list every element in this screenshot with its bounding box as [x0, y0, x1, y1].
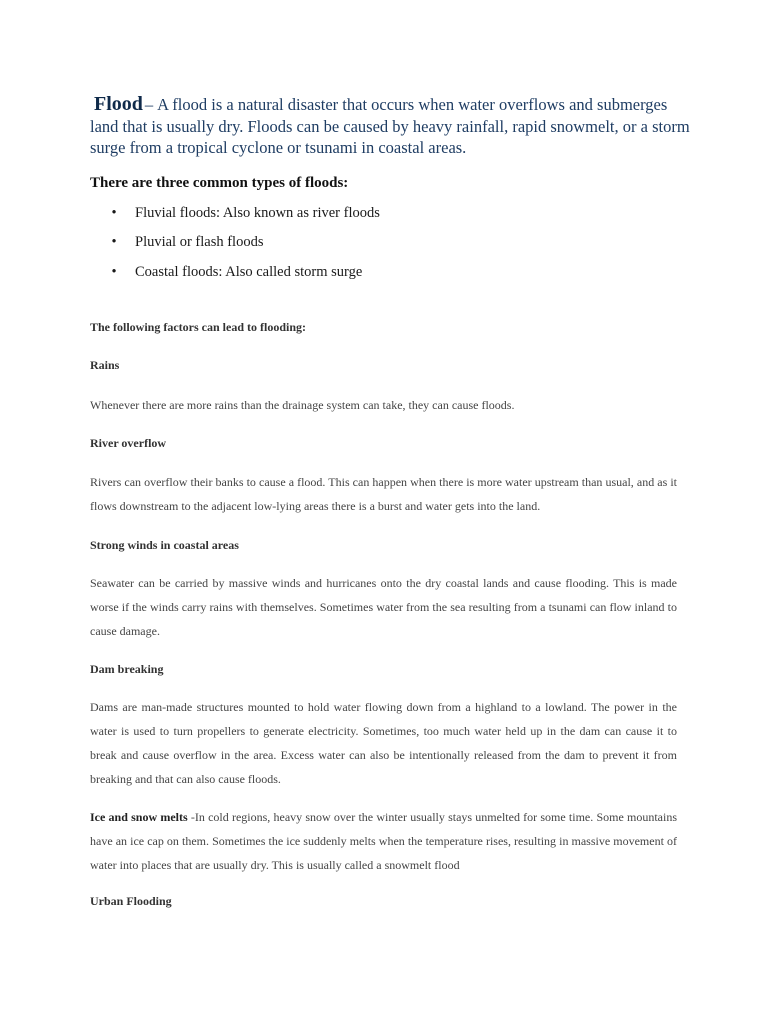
- river-overflow-heading: River overflow: [90, 436, 167, 450]
- bullet-icon: •: [111, 234, 117, 250]
- intro-text: A flood is a natural disaster that occurs when water overflows and submerges land that is usually dry. Floods can be caused by heavy rainfall, rapid snowmelt, or a storm surge from a tropical cyclone or tsunami in coastal areas.: [90, 95, 690, 157]
- ice-snow-heading: Ice and snow melts: [90, 810, 188, 824]
- rains-heading: Rains: [90, 358, 120, 372]
- document-title: Flood: [94, 93, 143, 115]
- factors-heading: The following factors can lead to flooding:: [90, 320, 306, 334]
- coastal-winds-paragraph: Seawater can be carried by massive winds and hurricanes onto the dry coastal lands and cause flooding. This is made worse if the winds carry rains with themselves. Sometimes water from the sea resulting from a tsunami can flow inland to cause damage.: [90, 576, 677, 638]
- river-overflow-paragraph: Rivers can overflow their banks to cause a flood. This can happen when there is more water upstream than usual, and as it flows downstream to the adjacent low-lying areas there is a burst and water gets into the land.: [90, 475, 677, 513]
- types-heading: There are three common types of floods:: [90, 175, 349, 191]
- coastal-winds-heading: Strong winds in coastal areas: [90, 538, 239, 552]
- list-item-text: Coastal floods: Also called storm surge: [135, 264, 363, 280]
- rains-paragraph: Whenever there are more rains than the drainage system can take, they can cause floods.: [90, 398, 515, 412]
- bullet-icon: •: [111, 264, 117, 280]
- bullet-icon: •: [111, 205, 117, 221]
- list-item-text: Pluvial or flash floods: [135, 234, 264, 250]
- ice-snow-text: -In cold regions, heavy snow over the winter usually stays unmelted for some time. Some mountains have an ice cap on them. Sometimes the ice suddenly melts when the temperature rises, resulting in massive movement of water into places that are usually dry. This is usually called a snowmelt flood: [90, 810, 678, 872]
- title-dash: –: [144, 95, 154, 114]
- list-item-text: Fluvial floods: Also known as river floods: [135, 205, 380, 221]
- dam-breaking-heading: Dam breaking: [90, 662, 164, 676]
- dam-breaking-paragraph: Dams are man-made structures mounted to hold water flowing down from a highland to a lowland. The power in the water is used to turn propellers to generate electricity. Sometimes, too much water held up in the dam can cause it to break and cause overflow in the area. Excess water can also be intentionally released from the dam to prevent it from breaking and that can also cause floods.: [90, 700, 677, 786]
- urban-flooding-heading: Urban Flooding: [90, 894, 172, 908]
- ice-snow-paragraph: [90, 805, 677, 877]
- intro-paragraph: [90, 94, 690, 159]
